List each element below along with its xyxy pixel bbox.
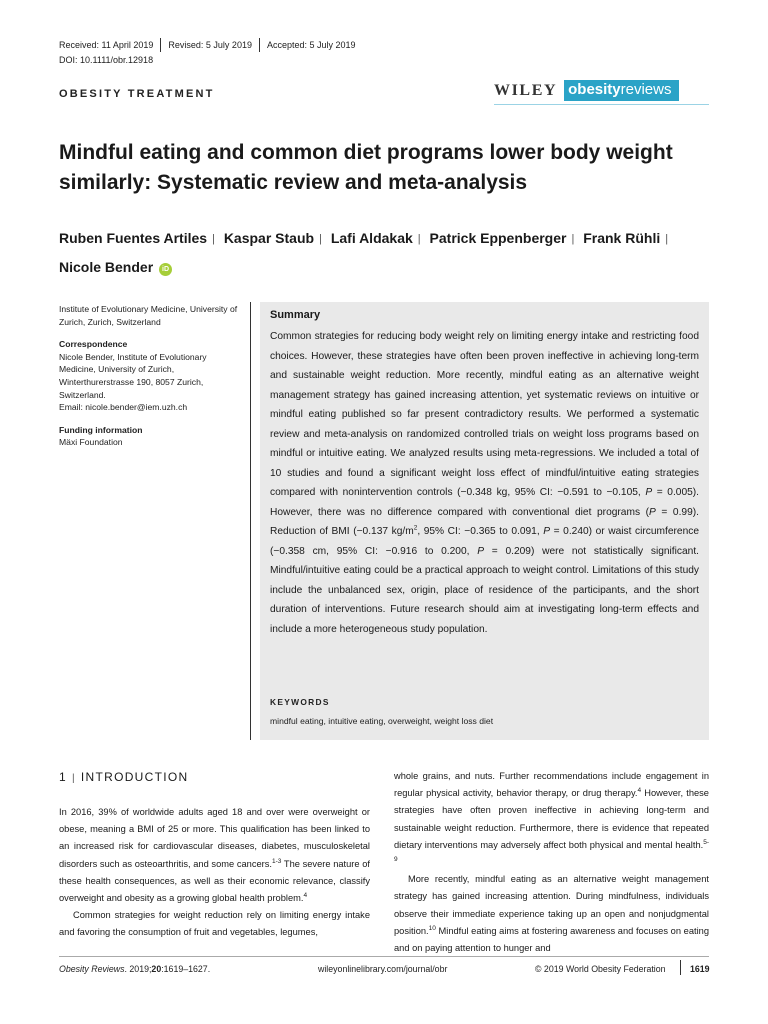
author-separator: | bbox=[212, 233, 215, 245]
correspondence-label: Correspondence bbox=[59, 339, 128, 350]
citation-ref[interactable]: 10 bbox=[428, 924, 436, 932]
section-label: OBESITY TREATMENT bbox=[59, 88, 215, 100]
citation-ref[interactable]: 1-3 bbox=[271, 857, 282, 865]
citation-ref[interactable]: 5-9 bbox=[394, 838, 709, 863]
paragraph: More recently, mindful eating as an alternative weight management strategy has gained increasing attention. During mindfulness, individuals observe their immediate experience taking up an open and nonjudgmental position.$^{10}$ Mindful eating aims at fostering awareness and focuses on eating and on paying attention to hunger and bbox=[394, 874, 709, 954]
author-list bbox=[59, 225, 719, 281]
author[interactable]: Patrick Eppenberger bbox=[429, 230, 567, 246]
author-separator: | bbox=[571, 233, 575, 245]
funding-block bbox=[59, 424, 244, 449]
affiliation: Institute of Evolutionary Medicine, University of Zurich, Zurich, Switzerland bbox=[59, 304, 238, 327]
keywords: mindful eating, intuitive eating, overweight, weight loss diet bbox=[270, 716, 494, 726]
column-divider bbox=[250, 302, 251, 740]
author-separator: | bbox=[417, 233, 421, 245]
author-separator: | bbox=[665, 233, 669, 245]
correspondence-block bbox=[59, 338, 244, 414]
page-number: 1619 bbox=[690, 964, 710, 974]
date-separator bbox=[160, 38, 161, 52]
article-meta bbox=[59, 303, 244, 449]
funding-text: Mäxi Foundation bbox=[59, 437, 123, 448]
body-column-right bbox=[394, 768, 709, 957]
article-title: Mindful eating and common diet programs lower body weight similarly: Systematic review and meta-analysis bbox=[59, 141, 673, 194]
author[interactable]: Kaspar Staub bbox=[223, 230, 315, 246]
footer-copyright: © 2019 World Obesity Federation bbox=[535, 964, 666, 974]
footer-url[interactable]: wileyonlinelibrary.com/journal/obr bbox=[318, 964, 448, 974]
paragraph: Common strategies for weight reduction rely on limiting energy intake and favoring the consumption of fruit and vegetables, legumes, bbox=[59, 910, 370, 938]
correspondence-address: Nicole Bender, Institute of Evolutionary Medicine, University of Zurich, Winterthurerstrasse 190, 8057 Zurich, Switzerland. bbox=[59, 351, 207, 400]
footer-separator bbox=[680, 960, 681, 975]
received-date: Received: 11 April 2019 bbox=[59, 40, 154, 50]
author[interactable]: Frank Rühli bbox=[583, 230, 661, 246]
citation-ref[interactable]: 4 bbox=[303, 891, 308, 899]
paragraph: In 2016, 39% of worldwide adults aged 18 and over were overweight or obese, meaning a BMI of 25 or more. This qualification has been linked to an increased risk for cardiovascular diseases, diabetes, musculoskeletal disorders such as osteoarthritis, and some cancers.$^{1-3}$ The severe nature of these health consequences, as well as their economic relevance, classify overweight and obesity as a growing global health problem.$^4$ bbox=[59, 807, 370, 904]
author-separator: | bbox=[319, 233, 322, 245]
publisher-logo: WILEY bbox=[494, 81, 558, 99]
branding-underline bbox=[494, 104, 709, 105]
date-separator bbox=[259, 38, 260, 52]
correspondence-email[interactable]: Email: nicole.bender@iem.uzh.ch bbox=[59, 402, 188, 413]
author[interactable]: Lafi Aldakak bbox=[330, 230, 413, 246]
doi[interactable]: DOI: 10.1111/obr.12918 bbox=[59, 55, 154, 65]
funding-label: Funding information bbox=[59, 424, 143, 435]
body-column-left bbox=[59, 804, 370, 942]
orcid-icon[interactable]: iD bbox=[159, 263, 172, 276]
paragraph: whole grains, and nuts. Further recommendations include engagement in regular physical activity, behavior therapy, or drug therapy.$^4$ However, these strategies have often proven ineffective in achieving long-term and sustainable weight reduction. Furthermore, there is evidence that repeated dietary interventions may adversely affect both physical and mental health.$^{5-9}$ bbox=[394, 771, 709, 863]
keywords-heading: KEYWORDS bbox=[270, 697, 330, 707]
author[interactable]: Nicole Bender bbox=[59, 259, 154, 275]
accepted-date: Accepted: 5 July 2019 bbox=[266, 40, 356, 50]
summary-heading: Summary bbox=[270, 309, 321, 321]
revised-date: Revised: 5 July 2019 bbox=[168, 40, 252, 50]
journal-logo: obesityreviews bbox=[564, 80, 678, 101]
article-dates bbox=[59, 38, 356, 52]
footer-citation: Obesity Reviews. 2019;20:1619–1627. bbox=[59, 964, 211, 974]
author[interactable]: Ruben Fuentes Artiles bbox=[59, 230, 208, 246]
footer-divider bbox=[59, 956, 709, 957]
citation-ref[interactable]: 4 bbox=[637, 787, 642, 795]
section-heading: 1 | INTRODUCTION bbox=[59, 770, 189, 784]
journal-branding bbox=[494, 80, 679, 101]
summary-text: Common strategies for reducing body weight rely on limiting energy intake and restricting food choices. However, these strategies have often been proven ineffective in achieving long-term and sustainable weight reduction. More recently, mindful eating as an alternative weight management strategy has gained increasing attention, yet systematic reviews on intuitive or mindful eating published so far present contradictory results. We performed a systematic review and meta-analysis on randomized controlled trials on weight loss programs based on mindful or intuitive eating. We analyzed results using meta-regressions. We included a total of 10 studies and found a significant weight loss effect of mindful/intuitive eating strategies compared with nonintervention controls (−0.348 kg, 95% CI: −0.591 to −0.105, P = 0.005). However, there was no difference compared with conventional diet programs (P = 0.99). Reduction of BMI (−0.137 $kg/m^2$, 95% CI: −0.365 to 0.091, P = 0.240) or waist circumference (−0.358 cm, 95% CI: −0.916 to 0.200, P = 0.209) were not statistically significant. Mindful/intuitive eating could be a practical approach to weight control. Limitations of this study include the unbalanced sex, origin, place of residence of the participants, and the short duration of interventions. Future research should aim at investigating long-term effects and include a more heterogeneous study population. bbox=[270, 331, 700, 635]
